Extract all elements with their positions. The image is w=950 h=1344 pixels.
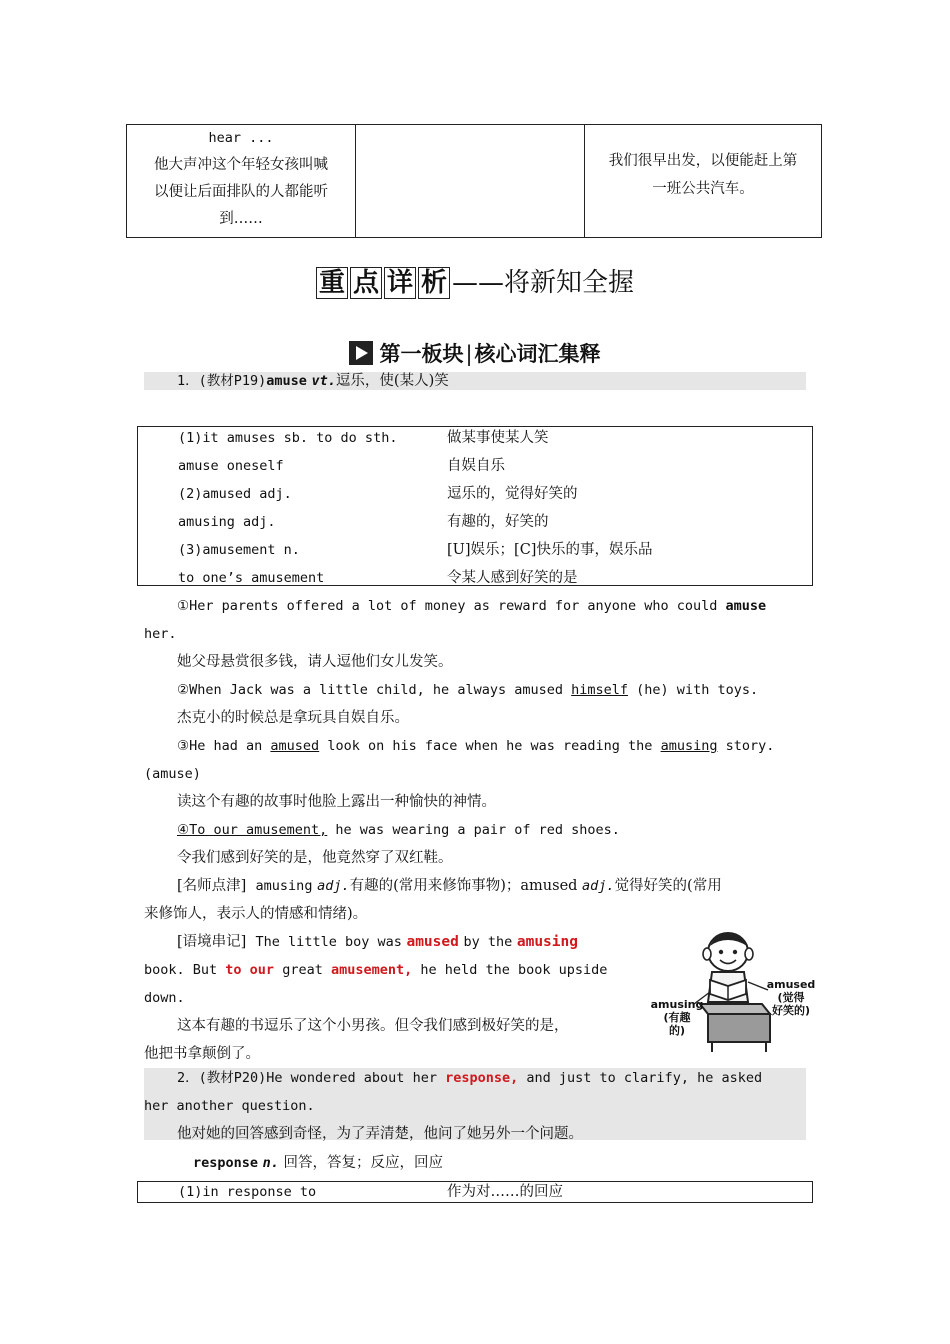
meaning: 令某人感到好笑的是 <box>447 570 578 586</box>
item1-prefix: 1．(教材P19) <box>177 373 267 389</box>
label-text: amusing <box>650 998 704 1011</box>
text: ③He had an <box>177 738 263 754</box>
cell-text: hear ... <box>208 130 274 146</box>
answer: amusing <box>660 738 718 754</box>
text: book. But <box>144 962 218 978</box>
subheading-part2: 核心词汇集释 <box>474 342 601 366</box>
response-definition <box>193 1149 443 1177</box>
item1-word: amuse <box>266 373 307 389</box>
boy-reading-cartoon <box>650 930 820 1055</box>
text: amusing <box>255 878 313 894</box>
heading-rest: ——将新知全握 <box>452 268 635 298</box>
text: ②When Jack was a little child, he always amused <box>177 682 563 698</box>
context-label: [语境串记] <box>177 934 247 950</box>
context-line-3: down. <box>144 990 185 1006</box>
item1-pos: vt. <box>311 373 336 389</box>
table-row <box>138 1178 812 1206</box>
item2-line-2: her another question. <box>144 1098 315 1114</box>
example-3-en-cont: (amuse) <box>144 766 201 782</box>
top-table <box>126 124 822 238</box>
text: story. <box>725 738 775 754</box>
example-4-zh: 令我们感到好笑的是，他竟然穿了双红鞋。 <box>177 850 453 866</box>
cell-text: 一班公共汽车。 <box>652 181 754 197</box>
cell-text: 我们很早出发，以便能赶上第 <box>608 153 798 169</box>
top-table-cell-3 <box>585 125 821 237</box>
text: response <box>193 1155 259 1171</box>
item1-heading <box>144 372 806 390</box>
example-1-zh: 她父母悬赏很多钱，请人逗他们女儿发笑。 <box>177 654 453 670</box>
top-table-cell-1 <box>127 125 356 237</box>
meaning: 自娱自乐 <box>447 458 505 474</box>
text: n. <box>262 1155 279 1171</box>
label-text: 的) <box>668 1024 686 1037</box>
example-1-en <box>177 592 841 620</box>
table-row <box>138 564 812 592</box>
example-3-en <box>177 732 841 760</box>
phrase: (1)in response to <box>178 1184 317 1200</box>
amused-label <box>762 978 820 1017</box>
example-4-en <box>177 816 841 844</box>
heading-boxed-char: 重 <box>316 267 348 299</box>
section-heading <box>0 262 950 299</box>
answer: amused <box>270 738 320 754</box>
table-row <box>138 536 812 564</box>
item2-line-1 <box>177 1064 841 1092</box>
phrase: (1)it amuses sb. to do sth. <box>178 430 398 446</box>
meaning: 有趣的，好笑的 <box>447 514 549 530</box>
label-text: amused <box>766 978 816 991</box>
context-line-2 <box>144 956 644 984</box>
table-row <box>138 424 812 452</box>
answer: himself <box>571 682 629 698</box>
item1-meaning: 逗乐，使(某人)笑 <box>335 373 449 389</box>
phrase: to one’s amusement <box>178 570 325 586</box>
heading-boxed-char: 点 <box>350 267 382 299</box>
label-text: (觉得 <box>777 991 805 1004</box>
context-zh-2: 他把书拿颠倒了。 <box>144 1046 260 1062</box>
heading-boxed-char: 详 <box>384 267 416 299</box>
phrase: amuse oneself <box>178 458 284 474</box>
table-row <box>138 480 812 508</box>
example-2-zh: 杰克小的时候总是拿玩具自娱自乐。 <box>177 710 409 726</box>
play-triangle-icon <box>349 341 373 365</box>
block-subheading <box>0 338 950 368</box>
meaning: 逗乐的，觉得好笑的 <box>447 486 578 502</box>
text: he held the book upside <box>420 962 608 978</box>
subheading-part1: 第一板块 <box>379 342 464 366</box>
highlight: amusing <box>516 934 578 950</box>
text: great <box>282 962 323 978</box>
top-table-cell-2 <box>356 125 585 237</box>
phrase: amusing adj. <box>178 514 276 530</box>
label-text: (有趣 <box>663 1011 691 1024</box>
text: amuse <box>725 598 767 614</box>
text: 觉得好笑的(常用 <box>614 878 722 894</box>
meaning: [U]娱乐；[C]快乐的事，娱乐品 <box>447 542 653 558</box>
text: (he) with toys. <box>636 682 759 698</box>
text: adj. <box>317 878 350 894</box>
highlight: amusement, <box>331 962 413 978</box>
text: 有趣的(常用来修饰事物)；amused <box>349 878 578 894</box>
teacher-tip <box>177 872 841 900</box>
cell-text: 到…… <box>219 211 263 227</box>
example-1-en-cont: her. <box>144 626 177 642</box>
highlight: to our <box>225 962 275 978</box>
context-zh-1: 这本有趣的书逗乐了这个小男孩。但令我们感到极好笑的是， <box>177 1018 569 1034</box>
vocab-table <box>137 426 813 586</box>
text: 回答，答复；反应，回应 <box>283 1155 444 1171</box>
cell-text: 他大声冲这个年轻女孩叫喊 <box>154 157 328 173</box>
text: he was wearing a pair of red shoes. <box>335 822 620 838</box>
response-table <box>137 1181 813 1203</box>
label-text: 好笑的) <box>771 1004 811 1017</box>
cell-text: 以便让后面排队的人都能听 <box>154 184 328 200</box>
heading-boxed-char: 析 <box>418 267 450 299</box>
divider: | <box>465 342 473 366</box>
phrase: (3)amusement n. <box>178 542 300 558</box>
table-row <box>138 452 812 480</box>
table-row <box>138 508 812 536</box>
text: adj. <box>582 878 615 894</box>
text: look on his face when he was reading the <box>327 738 653 754</box>
amusing-label <box>650 998 704 1037</box>
text: 2．(教材P20)He wondered about her <box>177 1070 437 1086</box>
example-2-en <box>177 676 841 704</box>
text: by the <box>463 934 513 950</box>
phrase: (2)amused adj. <box>178 486 292 502</box>
highlight: response, <box>445 1070 519 1086</box>
text: ①Her parents offered a lot of money as reward for anyone who could <box>177 598 718 614</box>
text: The little boy was <box>255 934 402 950</box>
meaning: 作为对……的回应 <box>447 1184 563 1200</box>
context-line-1 <box>177 928 647 956</box>
item2-zh: 他对她的回答感到奇怪，为了弄清楚，他问了她另外一个问题。 <box>177 1126 583 1142</box>
meaning: 做某事使某人笑 <box>447 430 549 446</box>
teacher-tip-cont: 来修饰人，表示人的情感和情绪)。 <box>144 906 368 922</box>
highlight: amused <box>406 934 459 950</box>
tip-label: [名师点津] <box>177 878 247 894</box>
text: and just to clarify, he asked <box>526 1070 763 1086</box>
answer: ④To our amusement, <box>177 822 328 838</box>
example-3-zh: 读这个有趣的故事时他脸上露出一种愉快的神情。 <box>177 794 496 810</box>
